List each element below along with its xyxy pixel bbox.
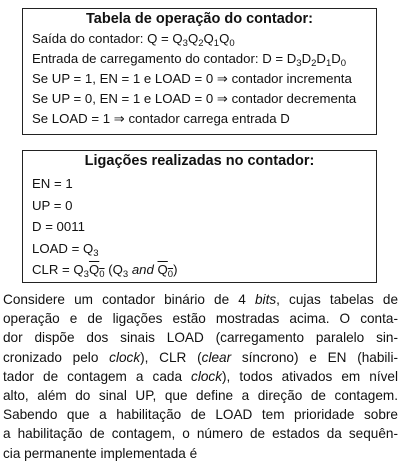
- paragraph-text: ), CLR (: [140, 349, 202, 365]
- clr-row: CLR = $Q_3Q_0$ ($Q_3$ and $Q_0$): [32, 262, 178, 280]
- paragraph-line: [3, 348, 398, 367]
- paragraph-italic-term: clock: [109, 349, 141, 365]
- load-input-row: Entrada de carregamento do contador: $D = D_3D_2D_1D_0$: [32, 51, 347, 69]
- load-rule-row: Se LOAD = 1 ⇒ contador carrega entrada D: [32, 111, 290, 126]
- paragraph-line: [3, 309, 398, 328]
- paragraph-text: cia permanente implementada é: [3, 445, 198, 461]
- paragraph-text: síncrono) e EN (habili-: [231, 349, 398, 365]
- counter-output-row: Saída do contador: $Q = Q_3Q_2Q_1Q_0$: [32, 31, 235, 49]
- paragraph-text: cronizado pelo: [3, 349, 110, 365]
- paragraph-line: [3, 386, 398, 405]
- en-row: EN = 1: [32, 176, 73, 191]
- operation-table-title: Tabela de operação do contador:: [86, 11, 313, 27]
- paragraph-text: operação e de ligações estão mostradas acima. O conta-: [3, 311, 398, 327]
- connections-title: Ligações realizadas no contador:: [84, 153, 315, 169]
- decrement-rule-row: Se UP = 0, EN = 1 e LOAD = 0 ⇒ contador decrementa: [32, 91, 357, 106]
- load-row: LOAD = $Q_3$: [32, 240, 99, 259]
- paragraph-text: Considere um contador binário de 4: [3, 292, 255, 307]
- paragraph-italic-term: clear: [201, 349, 232, 365]
- paragraph-italic-term: clock: [191, 368, 223, 384]
- q0-negated: $Q_0$: [88, 262, 105, 280]
- paragraph-line: [3, 290, 398, 309]
- operation-table-box: [22, 8, 377, 135]
- paragraph-line: [3, 424, 398, 443]
- paragraph-line: [3, 328, 398, 347]
- increment-rule-row: Se UP = 1, EN = 1 e LOAD = 0 ⇒ contador incrementa: [32, 71, 352, 86]
- paragraph-line: [3, 367, 398, 386]
- paragraph-text: , cujas tabelas de: [276, 292, 398, 307]
- paragraph-line: [3, 405, 398, 424]
- question-paragraph: [3, 290, 398, 463]
- connections-box: [22, 150, 377, 283]
- paragraph-text: alto, além do sinal UP, que define a direção de contagem.: [3, 388, 398, 404]
- up-row: UP = 0: [32, 197, 73, 213]
- q0-negated-paren: $Q_0$: [157, 262, 174, 280]
- paragraph-text: dor dispõe dos sinais LOAD (carregamento paralelo sin-: [3, 330, 398, 346]
- d-row: D = 0011: [32, 219, 85, 234]
- paragraph-text: Sabendo que a habilitação de LOAD tem prioridade sobre: [3, 407, 398, 423]
- paragraph-text: tador de contagem a cada: [3, 368, 192, 384]
- paragraph-italic-term: bits: [255, 292, 277, 307]
- paragraph-text: ), todos ativados em nível: [222, 368, 398, 384]
- paragraph-text: a habilitação de contagem, o número de estados da sequên-: [3, 426, 398, 442]
- paragraph-line: [3, 444, 398, 463]
